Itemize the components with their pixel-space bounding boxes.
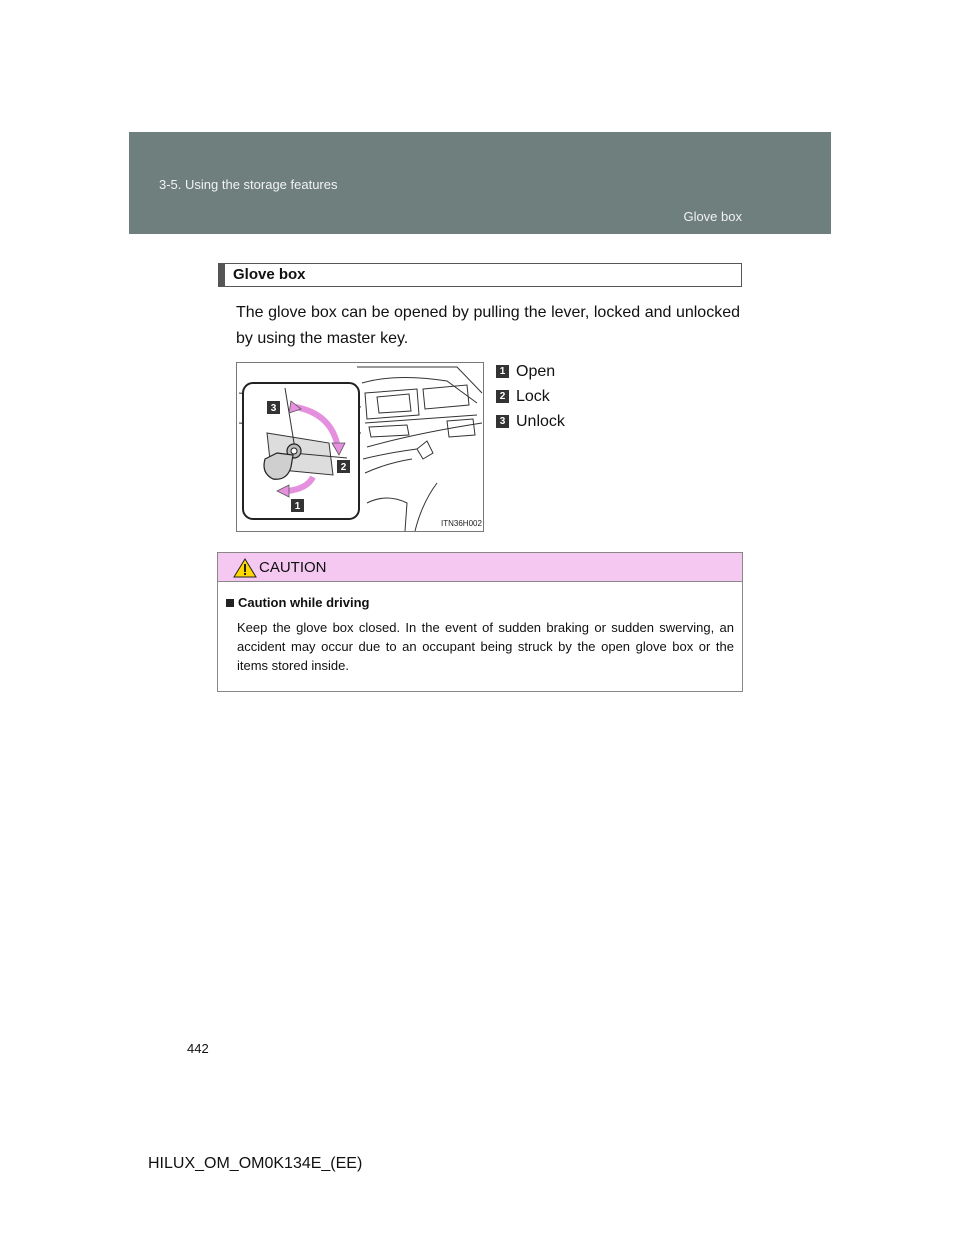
callout-3: 3 bbox=[270, 403, 277, 414]
legend-item-lock bbox=[496, 384, 565, 409]
glove-box-illustration bbox=[236, 362, 484, 532]
document-code: HILUX_OM_OM0K134E_(EE) bbox=[148, 1155, 363, 1172]
page-title: Glove box bbox=[233, 266, 306, 283]
legend-list bbox=[496, 359, 565, 434]
intro-paragraph: The glove box can be opened by pulling the lever, locked and unlocked by using the master key. bbox=[236, 304, 740, 347]
heading-bar bbox=[218, 263, 742, 287]
legend-item-open bbox=[496, 359, 565, 384]
topic-title: Glove box bbox=[683, 209, 742, 224]
legend-number: 1 bbox=[496, 365, 509, 378]
legend-label: Unlock bbox=[516, 412, 565, 430]
legend-number: 2 bbox=[496, 390, 509, 403]
square-bullet-icon bbox=[226, 599, 234, 607]
warning-icon bbox=[233, 558, 257, 578]
legend-item-unlock bbox=[496, 409, 565, 434]
legend-label: Lock bbox=[516, 387, 550, 405]
page-number: 442 bbox=[187, 1041, 209, 1056]
figure-code: ITN36H002 bbox=[441, 519, 482, 528]
dashboard-drawing bbox=[237, 363, 483, 531]
caution-item-text: Keep the glove box closed. In the event of sudden braking or sudden swerving, an accident may occur due to an occupant being struck by the open glove box or the items stored inside. bbox=[237, 620, 734, 673]
caution-box bbox=[217, 552, 743, 692]
callout-1: 1 bbox=[294, 501, 301, 512]
caution-body bbox=[226, 595, 734, 675]
section-title: 3-5. Using the storage features bbox=[159, 177, 338, 192]
caution-label: CAUTION bbox=[259, 559, 327, 576]
heading-accent bbox=[219, 264, 225, 286]
callout-2: 2 bbox=[340, 462, 347, 473]
legend-label: Open bbox=[516, 362, 556, 380]
caution-item-title-text: Caution while driving bbox=[238, 595, 370, 610]
caution-item-title bbox=[226, 595, 734, 610]
page-header bbox=[129, 132, 831, 234]
caution-header bbox=[218, 553, 742, 582]
legend-number: 3 bbox=[496, 415, 509, 428]
